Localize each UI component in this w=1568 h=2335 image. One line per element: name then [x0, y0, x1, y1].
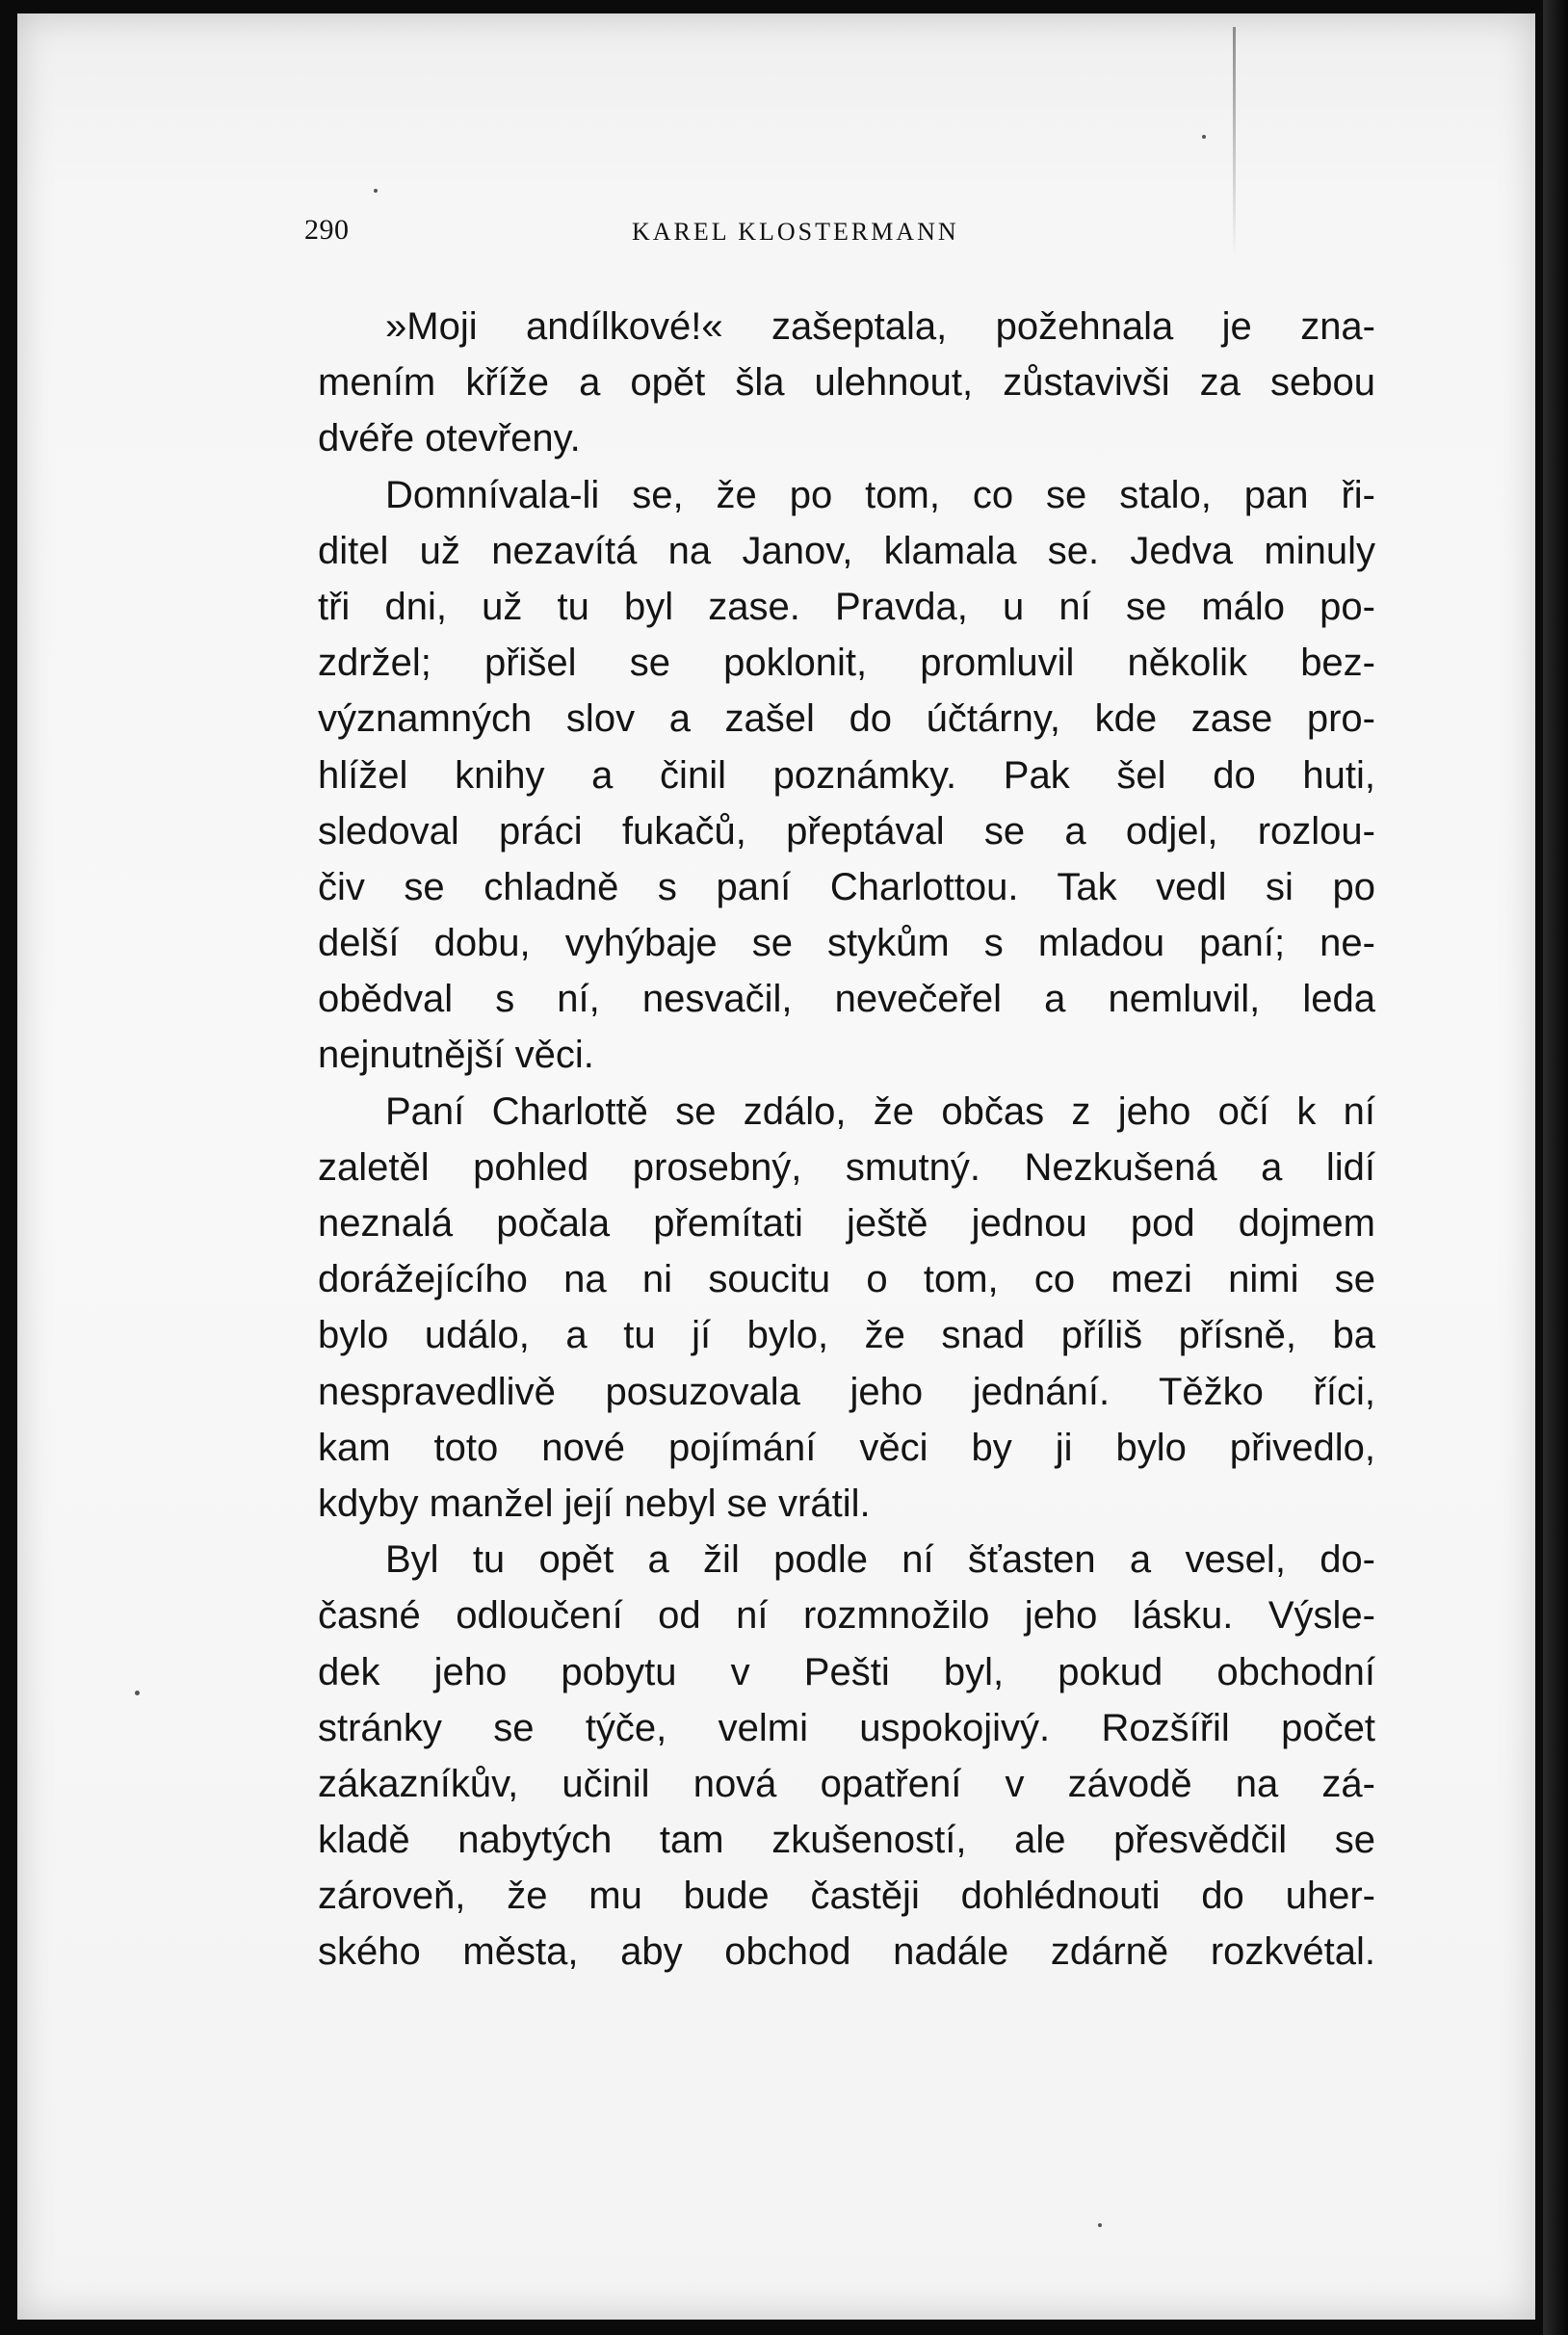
text-line: delší dobu, vyhýbaje se stykům s mladou paní; ne-	[318, 922, 1375, 965]
text-line: Paní Charlottě se zdálo, že občas z jeho očí k ní	[385, 1089, 1375, 1133]
running-head	[304, 214, 1079, 252]
text-line: kladě nabytých tam zkušeností, ale přesvědčil se	[318, 1819, 1375, 1862]
text-line: časné odloučení od ní rozmnožilo jeho lásku. Výsle-	[318, 1594, 1375, 1638]
text-line: kam toto nové pojímání věci by ji bylo přivedlo,	[318, 1426, 1375, 1469]
page-number: 290	[304, 214, 350, 246]
text-line: zaletěl pohled prosebný, smutný. Nezkušená a lidí	[318, 1145, 1375, 1189]
text-line: kdyby manžel její nebyl se vrátil.	[318, 1482, 871, 1525]
running-title: KAREL KLOSTERMANN	[632, 218, 959, 246]
paper-crease	[1233, 27, 1236, 258]
text-line: Byl tu opět a žil podle ní šťasten a vesel, do-	[385, 1538, 1375, 1582]
text-line: obědval s ní, nesvačil, nevečeřel a nemluvil, leda	[318, 978, 1375, 1021]
text-line: zákazníkův, učinil nová opatření v závodě na zá-	[318, 1762, 1375, 1805]
text-line: stránky se týče, velmi uspokojivý. Rozšířil počet	[318, 1706, 1375, 1749]
text-line: nespravedlivě posuzovala jeho jednání. Těžko říci,	[318, 1370, 1375, 1413]
text-line: nejnutnější věci.	[318, 1034, 594, 1077]
text-line: neznalá počala přemítati ještě jednou pod dojmem	[318, 1202, 1375, 1245]
paper-speck	[374, 189, 378, 193]
text-line: dorážejícího na ni soucitu o tom, co mezi nimi se	[318, 1258, 1375, 1301]
text-line: mením kříže a opět šla ulehnout, zůstavivši za sebou	[318, 361, 1375, 405]
page-edge-shadow	[1543, 0, 1568, 2335]
text-line: zároveň, že mu bude častěji dohlédnouti do uher-	[318, 1875, 1375, 1918]
text-line: významných slov a zašel do účtárny, kde zase pro-	[318, 697, 1375, 741]
paper-speck	[1098, 2223, 1102, 2227]
text-line: zdržel; přišel se poklonit, promluvil několik bez-	[318, 642, 1375, 685]
text-line: »Moji andílkové!« zašeptala, požehnala je zna-	[385, 305, 1375, 348]
text-line: čiv se chladně s paní Charlottou. Tak vedl si po	[318, 865, 1375, 908]
text-line: sledoval práci fukačů, přeptával se a odjel, rozlou-	[318, 809, 1375, 853]
text-line: bylo událo, a tu jí bylo, že snad příliš přísně, ba	[318, 1314, 1375, 1357]
text-line: hlížel knihy a činil poznámky. Pak šel do huti,	[318, 753, 1375, 797]
text-line: dvéře otevřeny.	[318, 417, 581, 460]
text-line: dek jeho pobytu v Pešti byl, pokud obchodní	[318, 1650, 1375, 1693]
text-line: tři dni, už tu byl zase. Pravda, u ní se málo po-	[318, 585, 1375, 628]
paper-speck	[1202, 135, 1206, 139]
paper-speck	[135, 1691, 140, 1695]
text-line: ského města, aby obchod nadále zdárně rozkvétal.	[318, 1930, 1375, 1974]
text-line: Domnívala-li se, že po tom, co se stalo, pan ři-	[385, 473, 1375, 516]
body-text	[318, 299, 1375, 1981]
text-line: ditel už nezavítá na Janov, klamala se. Jedva minuly	[318, 529, 1375, 572]
